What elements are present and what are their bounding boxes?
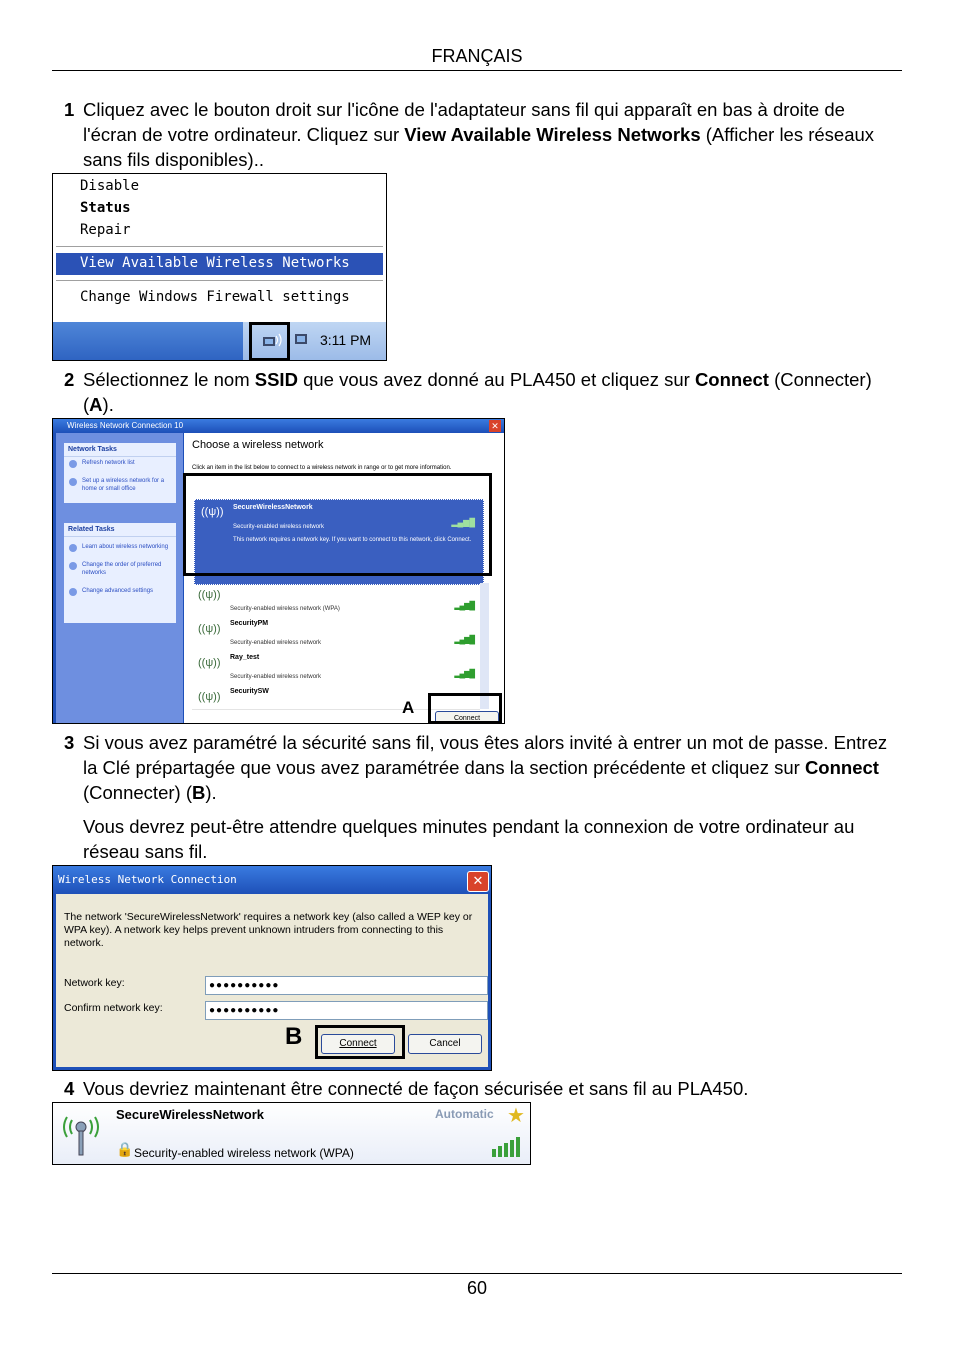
bold-text: Connect [804,757,879,778]
callout-label: B [285,1023,303,1050]
page-footer [52,1273,902,1299]
dialog-title: Wireless Network Connection [53,866,491,894]
task-label: Refresh network list [82,460,135,466]
antenna-icon: ((ψ)) [198,691,221,703]
network-security: Security-enabled wireless network [230,674,322,680]
page-header [52,44,902,71]
dialog-body [56,894,488,1067]
clock: 3:11 PM [320,332,372,348]
status-label: Automatic [435,1107,494,1121]
task-label: Set up a wireless network for a home or small office [82,478,165,492]
highlight-box [315,1025,405,1059]
menu-separator [56,246,383,247]
network-item[interactable] [192,583,480,618]
step-1 [52,97,902,172]
antenna-icon: ((ψ)) [201,506,224,518]
text: que vous avez donné au PLA450 et cliquez sur [297,369,695,390]
task-sidebar [56,433,183,723]
panel-title: Network Tasks [64,443,176,457]
related-tasks-panel [64,523,176,623]
connect-button[interactable]: Connect [321,1034,395,1054]
scrollbar[interactable] [480,583,489,709]
step-number: 3 [64,732,75,753]
screenshot-context-menu [52,173,387,361]
refresh-icon [69,460,77,468]
task-label: Learn about wireless networking [82,544,169,550]
star-icon [69,562,77,570]
menu-item-disable[interactable]: Disable [80,178,140,194]
menu-item-label: View Available Wireless Networks [80,255,350,271]
network-icon[interactable] [293,331,311,351]
network-key-label: Network key: [64,977,125,989]
antenna-icon: ((ψ)) [198,589,221,601]
signal-icon: ▂▄▆█ [451,518,475,527]
text: ). [205,782,217,803]
network-key-field[interactable]: ●●●●●●●●●● [205,976,488,995]
menu-item-status[interactable]: Status [80,200,131,216]
header-title: FRANÇAIS [431,46,523,66]
connect-button[interactable]: Connect [435,711,499,724]
lock-icon: 🔒 [116,1141,134,1157]
network-name: SecurityPM [230,620,269,627]
info-icon [69,544,77,552]
task-order[interactable] [64,559,176,579]
bold-text: A [89,394,103,415]
network-security: Security-enabled wireless network [233,524,325,530]
highlight-box [428,693,502,724]
confirm-key-field[interactable]: ●●●●●●●●●● [205,1001,488,1020]
step-text: Vous devriez maintenant être connecté de façon sécurisée et sans fil au PLA450. [83,1078,749,1099]
dialog-message: The network 'SecureWirelessNetwork' requires a network key (also called a WEP key or WPA key). A network key helps prevent unknown intruders from connecting to this network. [64,911,473,949]
network-name: SecuritySW [230,688,269,695]
step-text [83,730,902,805]
network-item[interactable] [192,651,480,686]
context-menu [53,174,386,322]
text: Si vous avez paramétré la sécurité sans fil, vous êtes alors invité à entrer un mot de passe. Entrez la Clé prépartagée que vous avez paramétrée dans la section précédente et cliquez sur [83,732,888,778]
network-security: Security-enabled wireless network (WPA) [134,1146,354,1160]
task-label: Change the order of preferred networks [82,562,162,576]
text: (Connecter) ( [83,369,872,415]
text: Cliquez avec le bouton droit sur l'icône de l'adaptateur sans fil qui apparaît en bas à droite de l'écran de votre ordinateur. Cliquez sur [83,99,845,145]
close-icon[interactable]: ✕ [489,420,501,432]
bold-text: B [191,782,206,803]
page-number: 60 [466,1278,488,1298]
menu-item-view-networks[interactable] [56,253,383,275]
task-label: Change advanced settings [82,588,154,594]
step-3 [52,730,902,864]
step-2 [52,367,902,417]
bold-text: SSID [254,369,298,390]
intro-text: Click an item in the list below to connect to a wireless network in range or to get more information. [192,465,452,471]
network-name: Ray_test [230,654,260,661]
highlight-box [249,322,290,361]
step-number: 4 [64,1078,75,1099]
step-4 [52,1076,902,1101]
bold-text: Connect [694,369,769,390]
screenshot-connected-network [52,1102,531,1165]
antenna-icon [61,1109,101,1157]
step-number: 2 [64,369,75,390]
text: (Connecter) ( [83,782,192,803]
bold-text: View Available Wireless Networks [404,124,701,145]
highlight-box [183,473,492,576]
network-name: SecureWirelessNetwork [233,504,313,511]
text: (Afficher les réseaux sans fils disponibles).. [83,124,875,170]
step-text [83,367,902,417]
confirm-key-label: Confirm network key: [64,1002,163,1014]
cancel-button[interactable]: Cancel [408,1034,482,1054]
network-name: SecureWirelessNetwork [116,1107,265,1122]
task-advanced[interactable] [64,585,176,597]
network-tasks-panel [64,443,176,503]
setup-icon [69,478,77,486]
text: ). [102,394,114,415]
close-icon[interactable]: ✕ [467,871,489,892]
panel-title: Related Tasks [64,523,176,537]
menu-separator [56,280,383,281]
network-security: Security-enabled wireless network (WPA) [230,606,340,612]
settings-icon [69,588,77,596]
antenna-icon: ((ψ)) [198,623,221,635]
step-text [83,97,902,172]
taskbar [53,322,386,360]
task-refresh[interactable] [64,457,176,469]
heading: Choose a wireless network [192,439,324,451]
task-setup[interactable] [64,475,176,495]
signal-strength-icon [491,1135,525,1159]
screenshot-key-dialog [52,865,492,1071]
step-number: 1 [64,99,75,120]
network-security: Security-enabled wireless network [230,640,322,646]
task-learn[interactable] [64,541,176,553]
network-item[interactable] [192,617,480,652]
antenna-icon: ((ψ)) [198,657,221,669]
menu-item-repair[interactable]: Repair [80,222,131,238]
menu-item-firewall[interactable]: Change Windows Firewall settings [80,289,350,305]
step-note: Vous devrez peut-être attendre quelques minutes pendant la connexion de votre ordinateur au réseau sans fil. [83,816,855,862]
signal-icon: ▂▄▆█ [454,669,474,678]
star-icon: ★ [507,1105,525,1127]
screenshot-network-list [52,418,505,724]
window-title: Wireless Network Connection 10 [53,419,504,433]
text: Sélectionnez le nom [83,369,255,390]
signal-icon: ▂▄▆█ [454,635,474,644]
callout-label: A [402,698,415,717]
network-note: This network requires a network key. If you want to connect to this network, click Connect. [233,537,472,543]
signal-icon: ▂▄▆█ [454,601,474,610]
